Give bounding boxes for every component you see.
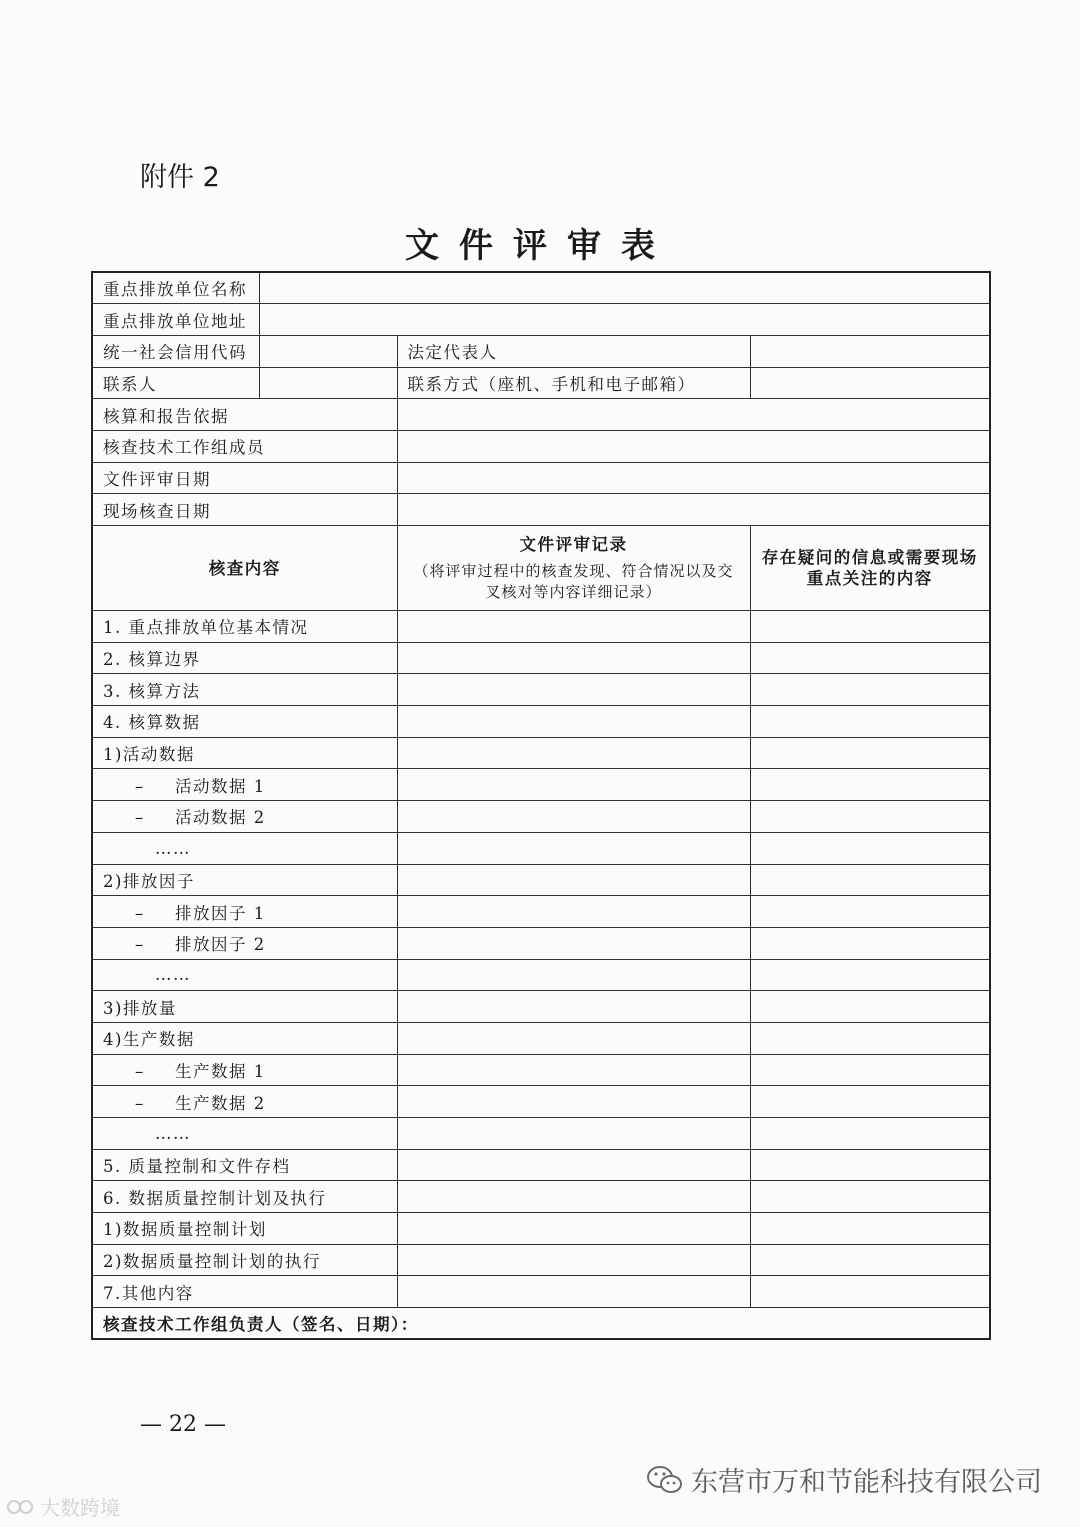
brand-footer bbox=[645, 1460, 1042, 1499]
item-label bbox=[92, 1054, 397, 1086]
value-unit-address[interactable] bbox=[259, 304, 990, 336]
signature-row[interactable]: 核查技术工作组负责人（签名、日期）： bbox=[92, 1308, 990, 1340]
item-label: 4. 核算数据 bbox=[92, 706, 397, 738]
record-cell[interactable] bbox=[397, 1244, 750, 1276]
record-cell[interactable] bbox=[397, 959, 750, 991]
item-text: 活动数据 2 bbox=[175, 808, 266, 828]
column-header-content: 核查内容 bbox=[92, 526, 397, 611]
table-row bbox=[92, 674, 990, 706]
dash-marker: – bbox=[135, 903, 145, 923]
table-row bbox=[92, 1181, 990, 1213]
doubt-cell[interactable] bbox=[750, 1149, 990, 1181]
record-cell[interactable] bbox=[397, 896, 750, 928]
table-row bbox=[92, 927, 990, 959]
item-text: 生产数据 2 bbox=[175, 1093, 266, 1113]
doubt-cell[interactable] bbox=[750, 737, 990, 769]
doubt-cell[interactable] bbox=[750, 991, 990, 1023]
item-label: …… bbox=[92, 832, 397, 864]
table-row bbox=[92, 959, 990, 991]
value-site-date[interactable] bbox=[397, 494, 990, 526]
table-row bbox=[92, 1276, 990, 1308]
doubt-cell[interactable] bbox=[750, 1213, 990, 1245]
record-cell[interactable] bbox=[397, 642, 750, 674]
item-label bbox=[92, 1086, 397, 1118]
value-unit-name[interactable] bbox=[259, 272, 990, 304]
item-label: 1)活动数据 bbox=[92, 737, 397, 769]
table-row bbox=[92, 864, 990, 896]
value-contact[interactable] bbox=[259, 367, 397, 399]
table-row bbox=[92, 706, 990, 738]
label-legal-rep: 法定代表人 bbox=[397, 335, 750, 367]
item-label: 3. 核算方法 bbox=[92, 674, 397, 706]
label-contact: 联系人 bbox=[92, 367, 259, 399]
page-number: — 22 — bbox=[140, 1412, 226, 1437]
brand-name: 东营市万和节能科技有限公司 bbox=[691, 1467, 1042, 1498]
wechat-icon bbox=[645, 1463, 685, 1497]
doubt-cell[interactable] bbox=[750, 1276, 990, 1308]
column-header-doubt: 存在疑问的信息或需要现场重点关注的内容 bbox=[750, 526, 990, 611]
doubt-cell[interactable] bbox=[750, 1181, 990, 1213]
item-label: 1)数据质量控制计划 bbox=[92, 1213, 397, 1245]
table-row bbox=[92, 611, 990, 643]
table-row bbox=[92, 991, 990, 1023]
table-row bbox=[92, 737, 990, 769]
table-row bbox=[92, 832, 990, 864]
label-contact-method: 联系方式（座机、手机和电子邮箱） bbox=[397, 367, 750, 399]
value-contact-method[interactable] bbox=[750, 367, 990, 399]
column-header-record bbox=[397, 526, 750, 611]
label-review-date: 文件评审日期 bbox=[92, 462, 397, 494]
table-row bbox=[92, 896, 990, 928]
doubt-cell[interactable] bbox=[750, 927, 990, 959]
watermark-text: 大数跨境 bbox=[40, 1496, 120, 1520]
table-row bbox=[92, 1086, 990, 1118]
record-cell[interactable] bbox=[397, 737, 750, 769]
value-basis[interactable] bbox=[397, 399, 990, 431]
value-legal-rep[interactable] bbox=[750, 335, 990, 367]
doubt-cell[interactable] bbox=[750, 769, 990, 801]
item-label: 4)生产数据 bbox=[92, 1022, 397, 1054]
value-review-date[interactable] bbox=[397, 462, 990, 494]
table-row bbox=[92, 642, 990, 674]
doubt-cell[interactable] bbox=[750, 1118, 990, 1150]
table-row bbox=[92, 1054, 990, 1086]
label-credit-code: 统一社会信用代码 bbox=[92, 335, 259, 367]
doubt-cell[interactable] bbox=[750, 706, 990, 738]
table-row bbox=[92, 1118, 990, 1150]
doubt-cell[interactable] bbox=[750, 832, 990, 864]
item-label bbox=[92, 769, 397, 801]
item-label: 3)排放量 bbox=[92, 991, 397, 1023]
dash-marker: – bbox=[135, 1061, 145, 1081]
record-cell[interactable] bbox=[397, 1181, 750, 1213]
table-row bbox=[92, 1213, 990, 1245]
document-title: 文件评审表 bbox=[405, 226, 675, 266]
item-label: 2. 核算边界 bbox=[92, 642, 397, 674]
record-cell[interactable] bbox=[397, 1213, 750, 1245]
record-cell[interactable] bbox=[397, 1149, 750, 1181]
item-label: 2)数据质量控制计划的执行 bbox=[92, 1244, 397, 1276]
item-label bbox=[92, 801, 397, 833]
label-site-date: 现场核查日期 bbox=[92, 494, 397, 526]
dash-marker: – bbox=[135, 1093, 145, 1113]
doubt-cell[interactable] bbox=[750, 1086, 990, 1118]
dash-marker: – bbox=[135, 776, 145, 796]
item-label bbox=[92, 927, 397, 959]
item-text: 排放因子 2 bbox=[175, 935, 266, 955]
record-cell[interactable] bbox=[397, 864, 750, 896]
doubt-cell[interactable] bbox=[750, 1054, 990, 1086]
dash-marker: – bbox=[135, 808, 145, 828]
item-label bbox=[92, 896, 397, 928]
doubt-cell[interactable] bbox=[750, 611, 990, 643]
item-text: 活动数据 1 bbox=[175, 776, 266, 796]
item-label: 1. 重点排放单位基本情况 bbox=[92, 611, 397, 643]
table-row bbox=[92, 801, 990, 833]
record-cell[interactable] bbox=[397, 832, 750, 864]
label-unit-name: 重点排放单位名称 bbox=[92, 272, 259, 304]
value-members[interactable] bbox=[397, 430, 990, 462]
dash-marker: – bbox=[135, 935, 145, 955]
doubt-cell[interactable] bbox=[750, 674, 990, 706]
table-row bbox=[92, 1149, 990, 1181]
record-cell[interactable] bbox=[397, 1054, 750, 1086]
item-label: …… bbox=[92, 959, 397, 991]
item-label: 7.其他内容 bbox=[92, 1276, 397, 1308]
record-cell[interactable] bbox=[397, 1022, 750, 1054]
record-cell[interactable] bbox=[397, 1118, 750, 1150]
doubt-cell[interactable] bbox=[750, 801, 990, 833]
record-cell[interactable] bbox=[397, 674, 750, 706]
record-cell[interactable] bbox=[397, 927, 750, 959]
table-row bbox=[92, 1244, 990, 1276]
record-cell[interactable] bbox=[397, 769, 750, 801]
review-form-table bbox=[91, 271, 991, 1340]
record-cell[interactable] bbox=[397, 1086, 750, 1118]
record-cell[interactable] bbox=[397, 991, 750, 1023]
label-basis: 核算和报告依据 bbox=[92, 399, 397, 431]
label-unit-address: 重点排放单位地址 bbox=[92, 304, 259, 336]
item-label: …… bbox=[92, 1118, 397, 1150]
record-cell[interactable] bbox=[397, 1276, 750, 1308]
annex-label: 附件 2 bbox=[140, 162, 220, 193]
item-text: 排放因子 1 bbox=[175, 903, 266, 923]
value-credit-code[interactable] bbox=[259, 335, 397, 367]
item-label: 6. 数据质量控制计划及执行 bbox=[92, 1181, 397, 1213]
label-members: 核查技术工作组成员 bbox=[92, 430, 397, 462]
doubt-cell[interactable] bbox=[750, 896, 990, 928]
column-header-record-note: （将评审过程中的核查发现、符合情况以及交叉核对等内容详细记录） bbox=[413, 561, 734, 601]
item-label: 2)排放因子 bbox=[92, 864, 397, 896]
doubt-cell[interactable] bbox=[750, 642, 990, 674]
record-cell[interactable] bbox=[397, 801, 750, 833]
doubt-cell[interactable] bbox=[750, 959, 990, 991]
item-text: 生产数据 1 bbox=[175, 1061, 266, 1081]
record-cell[interactable] bbox=[397, 706, 750, 738]
table-row bbox=[92, 769, 990, 801]
doubt-cell[interactable] bbox=[750, 864, 990, 896]
doubt-cell[interactable] bbox=[750, 1022, 990, 1054]
item-label: 5. 质量控制和文件存档 bbox=[92, 1149, 397, 1181]
doubt-cell[interactable] bbox=[750, 1244, 990, 1276]
table-row bbox=[92, 1022, 990, 1054]
column-header-record-title: 文件评审记录 bbox=[519, 534, 628, 554]
watermark-logo-icon bbox=[6, 1497, 36, 1517]
watermark bbox=[6, 1492, 120, 1521]
record-cell[interactable] bbox=[397, 611, 750, 643]
